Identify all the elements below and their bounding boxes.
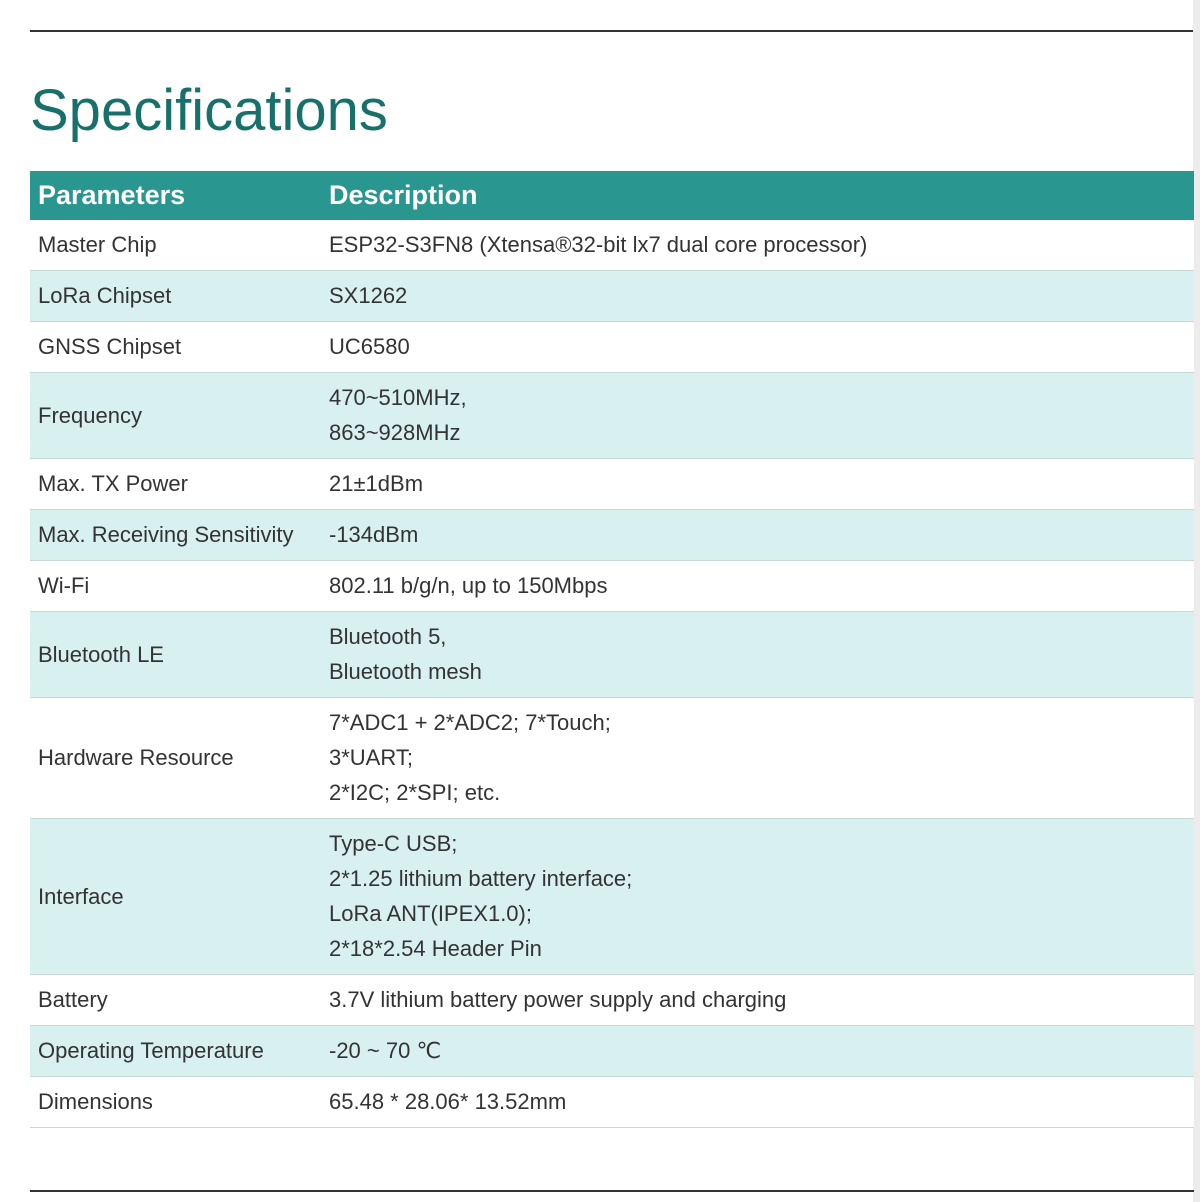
parameter-cell: LoRa Chipset <box>30 271 321 322</box>
table-row <box>30 561 1194 612</box>
description-cell <box>321 561 1194 612</box>
description-cell <box>321 975 1194 1026</box>
parameter-cell: GNSS Chipset <box>30 322 321 373</box>
description-line: 863~928MHz <box>329 420 461 445</box>
description-line: 7*ADC1 + 2*ADC2; 7*Touch; <box>329 710 611 735</box>
table-row <box>30 373 1194 459</box>
table-row <box>30 698 1194 819</box>
bottom-divider <box>30 1190 1194 1192</box>
table-row <box>30 819 1194 975</box>
column-header-parameters: Parameters <box>30 171 321 220</box>
top-divider <box>30 30 1194 32</box>
description-line: 2*18*2.54 Header Pin <box>329 936 542 961</box>
table-row <box>30 459 1194 510</box>
description-cell <box>321 220 1194 271</box>
table-row <box>30 975 1194 1026</box>
description-line: 470~510MHz, <box>329 385 467 410</box>
parameter-cell: Dimensions <box>30 1077 321 1128</box>
parameter-cell: Max. Receiving Sensitivity <box>30 510 321 561</box>
description-line: ESP32-S3FN8 (Xtensa®32-bit lx7 dual core processor) <box>329 232 868 257</box>
table-row <box>30 220 1194 271</box>
description-line: -134dBm <box>329 522 419 547</box>
specifications-table <box>30 171 1194 1128</box>
table-row <box>30 612 1194 698</box>
table-row <box>30 1026 1194 1077</box>
description-line: Bluetooth mesh <box>329 659 482 684</box>
description-line: 802.11 b/g/n, up to 150Mbps <box>329 573 608 598</box>
parameter-cell: Operating Temperature <box>30 1026 321 1077</box>
description-line: 2*1.25 lithium battery interface; <box>329 866 633 891</box>
description-line: UC6580 <box>329 334 410 359</box>
parameter-cell: Hardware Resource <box>30 698 321 819</box>
description-line: LoRa ANT(IPEX1.0); <box>329 901 532 926</box>
description-line: -20 ~ 70 ℃ <box>329 1038 442 1063</box>
table-row <box>30 322 1194 373</box>
description-line: 21±1dBm <box>329 471 424 496</box>
parameter-cell: Max. TX Power <box>30 459 321 510</box>
description-cell <box>321 510 1194 561</box>
description-line: 3*UART; <box>329 745 413 770</box>
table-row <box>30 510 1194 561</box>
description-line: 3.7V lithium battery power supply and charging <box>329 987 787 1012</box>
description-line: Type-C USB; <box>329 831 458 856</box>
description-cell <box>321 1077 1194 1128</box>
description-line: SX1262 <box>329 283 408 308</box>
description-cell <box>321 322 1194 373</box>
description-cell <box>321 612 1194 698</box>
column-header-description: Description <box>321 171 1194 220</box>
description-cell <box>321 698 1194 819</box>
description-cell <box>321 271 1194 322</box>
description-line: 2*I2C; 2*SPI; etc. <box>329 780 501 805</box>
description-line: Bluetooth 5, <box>329 624 447 649</box>
table-body <box>30 220 1194 1128</box>
parameter-cell: Interface <box>30 819 321 975</box>
parameter-cell: Master Chip <box>30 220 321 271</box>
table-header-row <box>30 171 1194 220</box>
description-line: 65.48 * 28.06* 13.52mm <box>329 1089 567 1114</box>
parameter-cell: Bluetooth LE <box>30 612 321 698</box>
table-row <box>30 271 1194 322</box>
scrollbar-track[interactable] <box>1193 0 1200 1202</box>
table-row <box>30 1077 1194 1128</box>
description-cell <box>321 1026 1194 1077</box>
description-cell <box>321 373 1194 459</box>
description-cell <box>321 459 1194 510</box>
parameter-cell: Wi-Fi <box>30 561 321 612</box>
description-cell <box>321 819 1194 975</box>
page-title: Specifications <box>30 78 388 143</box>
parameter-cell: Battery <box>30 975 321 1026</box>
parameter-cell: Frequency <box>30 373 321 459</box>
